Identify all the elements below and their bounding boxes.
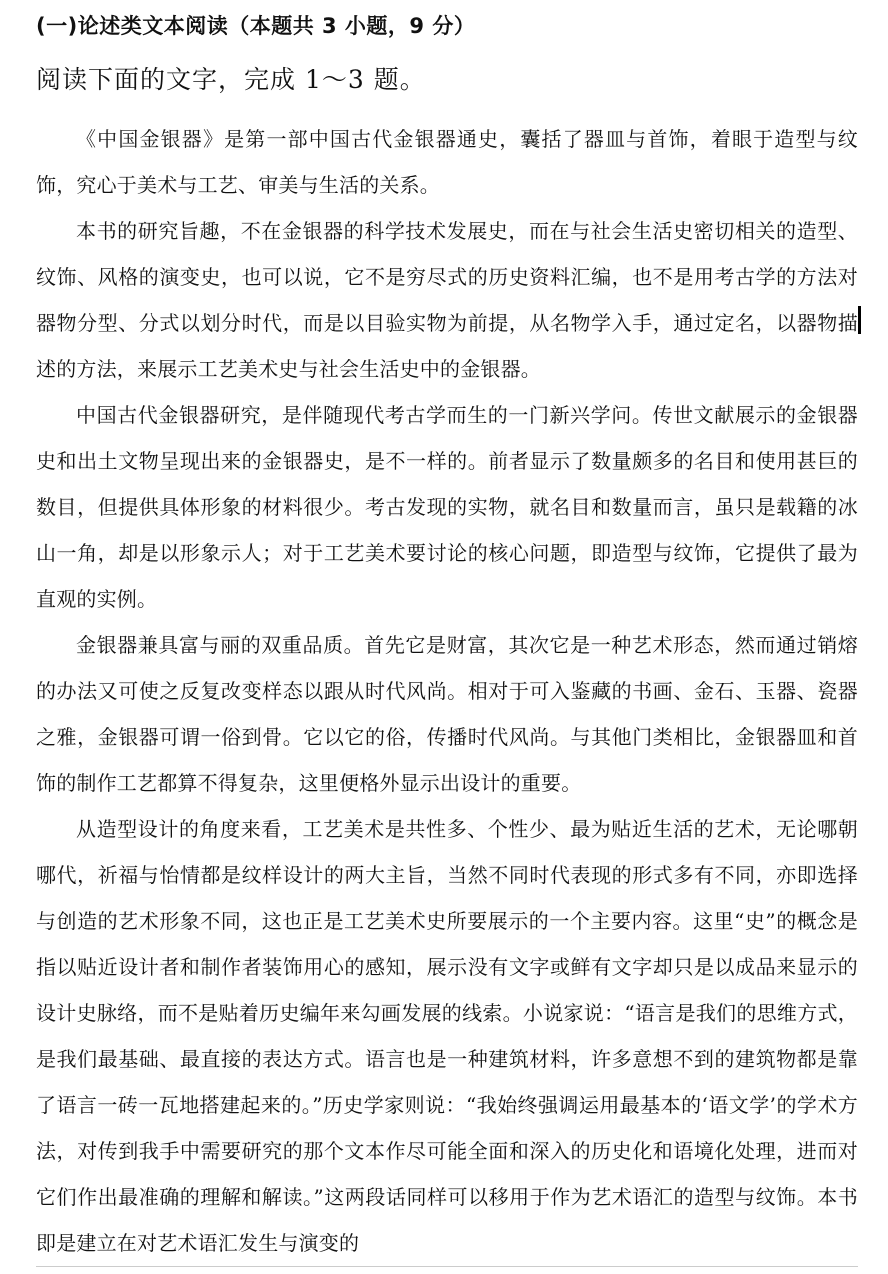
paragraph-5: 从造型设计的角度来看，工艺美术是共性多、个性少、最为贴近生活的艺术，无论哪朝哪代，祈福与怡情都是纹样设计的两大主旨，当然不同时代表现的形式多有不同，亦即选择与创造的艺术形象不同，这也正是工艺美术史所要展示的一个主要内容。这里“史”的概念是指以贴近设计者和制作者装饰用心的感知，展示没有文字或鲜有文字却只是以成品来显示的设计史脉络，而不是贴着历史编年来勾画发展的线索。小说家说：“语言是我们的思维方式，是我们最基础、最直接的表达方式。语言也是一种建筑材料，许多意想不到的建筑物都是靠了语言一砖一瓦地搭建起来的。”历史学家则说：“我始终强调运用最基本的‘语文学’的学术方法，对传到我手中需要研究的那个文本作尽可能全面和深入的历史化和语境化处理，进而对它们作出最准确的理解和解读。”这两段话同样可以移用于作为艺术语汇的造型与纹饰。本书即是建立在对艺术语汇发生与演变的: [36, 817, 858, 1255]
reading-instruction: 阅读下面的文字，完成 1～3 题。: [36, 65, 426, 94]
paragraph-3: 中国古代金银器研究，是伴随现代考古学而生的一门新兴学问。传世文献展示的金银器史和出土文物呈现出来的金银器史，是不一样的。前者显示了数量颇多的名目和使用甚巨的数目，但提供具体形象的材料很少。考古发现的实物，就名目和数量而言，虽只是载籍的冰山一角，却是以形象示人；对于工艺美术要讨论的核心问题，即造型与纹饰，它提供了最为直观的实例。: [36, 403, 858, 611]
section-heading: (一)论述类文本阅读（本题共 3 小题，9 分）: [36, 14, 476, 38]
text-cursor: [858, 306, 861, 334]
page-bottom-divider: [36, 1266, 858, 1267]
paragraph-4: 金银器兼具富与丽的双重品质。首先它是财富，其次它是一种艺术形态，然而通过销熔的办法又可使之反复改变样态以跟从时代风尚。相对于可入鉴藏的书画、金石、玉器、瓷器之雅，金银器可谓一俗到骨。它以它的俗，传播时代风尚。与其他门类相比，金银器皿和首饰的制作工艺都算不得复杂，这里便格外显示出设计的重要。: [36, 633, 858, 795]
paragraph-2: 本书的研究旨趣，不在金银器的科学技术发展史，而在与社会生活史密切相关的造型、纹饰、风格的演变史，也可以说，它不是穷尽式的历史资料汇编，也不是用考古学的方法对器物分型、分式以划分时代，而是以目验实物为前提，从名物学入手，通过定名，以器物描述的方法，来展示工艺美术史与社会生活史中的金银器。: [36, 219, 858, 381]
passage-body: [36, 116, 858, 1266]
paragraph-1: 《中国金银器》是第一部中国古代金银器通史，囊括了器皿与首饰，着眼于造型与纹饰，究心于美术与工艺、审美与生活的关系。: [36, 127, 858, 197]
